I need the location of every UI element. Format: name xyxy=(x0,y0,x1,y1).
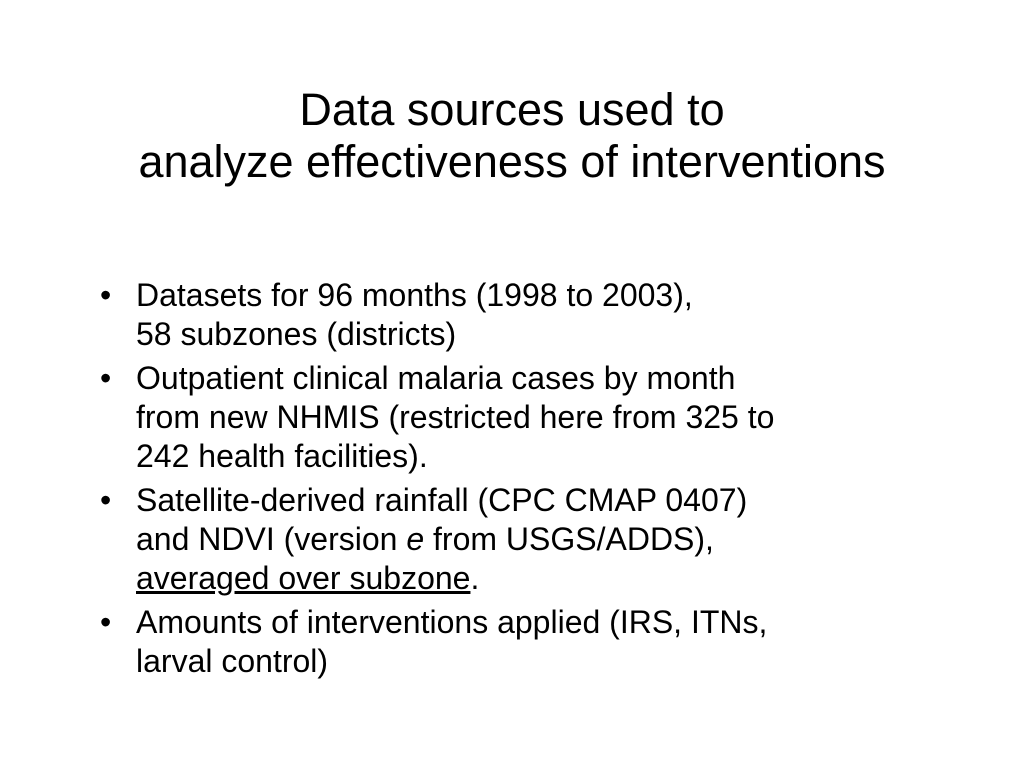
bullet-text-line: Satellite-derived rainfall (CPC CMAP 0407) xyxy=(136,482,748,518)
bullet-text-fragment: from USGS/ADDS), xyxy=(424,521,714,557)
bullet-item-outpatient-cases xyxy=(92,359,972,476)
bullet-text-line: 58 subzones (districts) xyxy=(136,316,457,352)
bullet-text-line: from new NHMIS (restricted here from 325 to xyxy=(136,399,775,435)
bullet-item-satellite-data xyxy=(92,481,972,598)
bullet-text-line: Amounts of interventions applied (IRS, ITNs, xyxy=(136,604,768,640)
underlined-emphasis: averaged over subzone xyxy=(136,560,471,596)
bullet-text-line xyxy=(136,520,972,559)
bullet-icon: • xyxy=(100,604,112,640)
bullet-list xyxy=(92,276,972,686)
bullet-text-line xyxy=(136,559,972,598)
bullet-item-datasets xyxy=(92,276,972,354)
bullet-text-line: 242 health facilities). xyxy=(136,438,428,474)
bullet-text-line: larval control) xyxy=(136,643,329,679)
bullet-icon: • xyxy=(100,360,112,396)
bullet-icon: • xyxy=(100,482,112,518)
bullet-item-interventions xyxy=(92,603,972,681)
bullet-text-line: Outpatient clinical malaria cases by month xyxy=(136,360,736,396)
bullet-text-fragment: . xyxy=(470,560,480,596)
title-line-2: analyze effectiveness of interventions xyxy=(138,136,886,187)
title-line-1: Data sources used to xyxy=(299,84,725,135)
slide-title xyxy=(40,84,984,188)
bullet-text-line: Datasets for 96 months (1998 to 2003), xyxy=(136,277,693,313)
bullet-icon: • xyxy=(100,277,112,313)
bullet-text-fragment: and NDVI (version xyxy=(136,521,407,557)
italic-version-letter: e xyxy=(406,521,425,557)
